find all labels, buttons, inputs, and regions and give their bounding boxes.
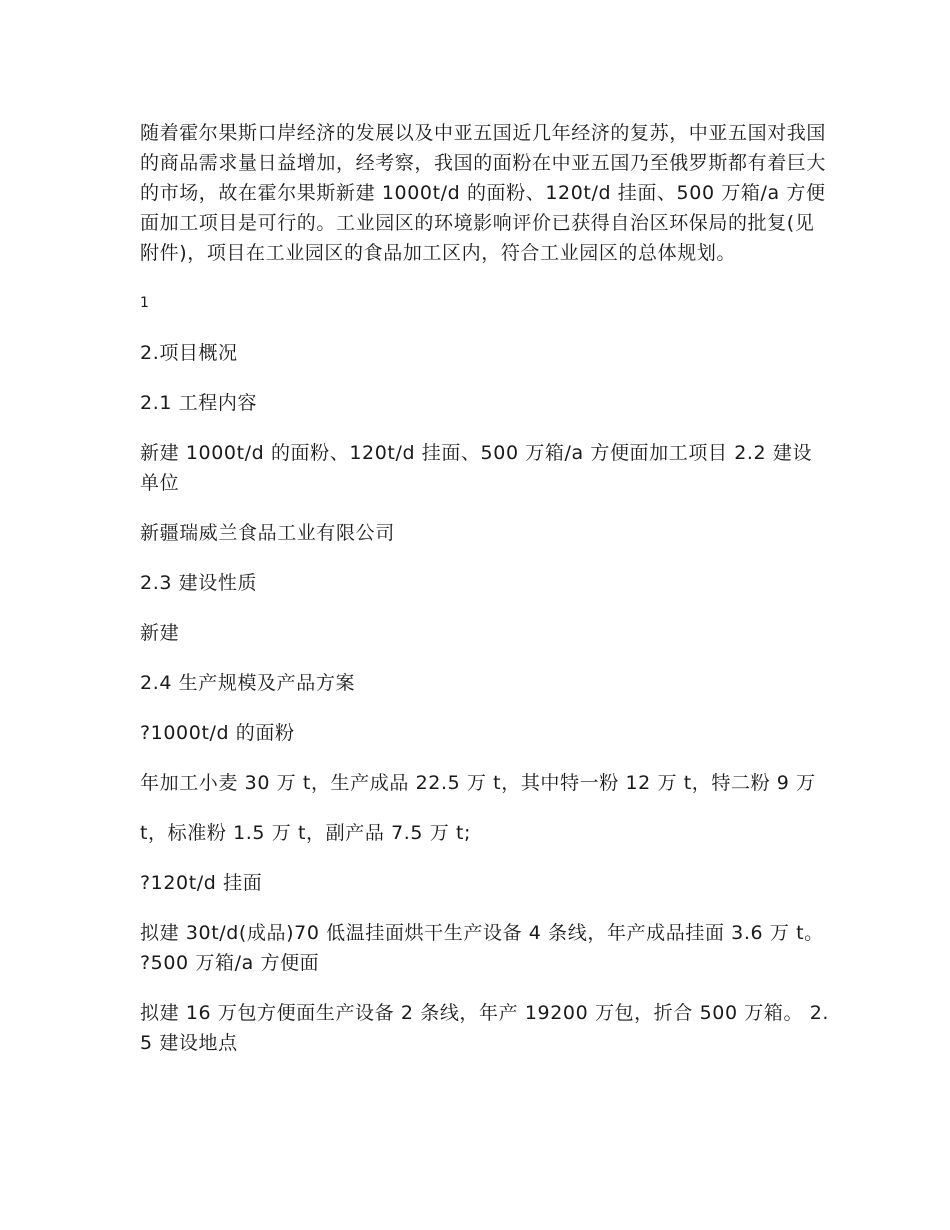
section-heading-project-overview: 2.项目概况 xyxy=(140,342,238,364)
document-page xyxy=(140,118,830,1078)
company-name: 新疆瑞威兰食品工业有限公司 xyxy=(140,522,395,544)
item-flour: ?1000t/d 的面粉 xyxy=(140,722,295,744)
noodles-detail: 拟建 30t/d(成品)70 低温挂面烘干生产设备 4 条线，年产成品挂面 3.6 万 t。 ?500 万箱/a 方便面 xyxy=(140,922,824,974)
intro-paragraph: 随着霍尔果斯口岸经济的发展以及中亚五国近几年经济的复苏，中亚五国对我国的商品需求量日益增加，经考察，我国的面粉在中亚五国乃至俄罗斯都有着巨大的市场，故在霍尔果斯新建 1000t/d 的面粉、120t/d 挂面、500 万箱/a 方便面加工项目是可行的。工业园区的环境影响评价已获得自治区环保局的批复(见附件)，项目在工业园区的食品加工区内，符合工业园区的总体规划。 xyxy=(140,122,827,264)
subsection-heading-nature: 2.3 建设性质 xyxy=(140,572,258,594)
flour-detail-continued: t，标准粉 1.5 万 t，副产品 7.5 万 t; xyxy=(140,822,472,844)
flour-detail: 年加工小麦 30 万 t，生产成品 22.5 万 t，其中特一粉 12 万 t，特二粉 9 万 xyxy=(140,772,816,794)
subsection-heading-scale: 2.4 生产规模及产品方案 xyxy=(140,672,356,694)
instant-noodles-detail: 拟建 16 万包方便面生产设备 2 条线，年产 19200 万包，折合 500 万箱。 2.5 建设地点 xyxy=(140,1002,830,1054)
subsection-heading-content: 2.1 工程内容 xyxy=(140,392,258,414)
page-number: 1 xyxy=(140,295,149,311)
nature-value: 新建 xyxy=(140,622,180,644)
item-noodles: ?120t/d 挂面 xyxy=(140,872,263,894)
content-paragraph: 新建 1000t/d 的面粉、120t/d 挂面、500 万箱/a 方便面加工项目 2.2 建设单位 xyxy=(140,442,813,494)
